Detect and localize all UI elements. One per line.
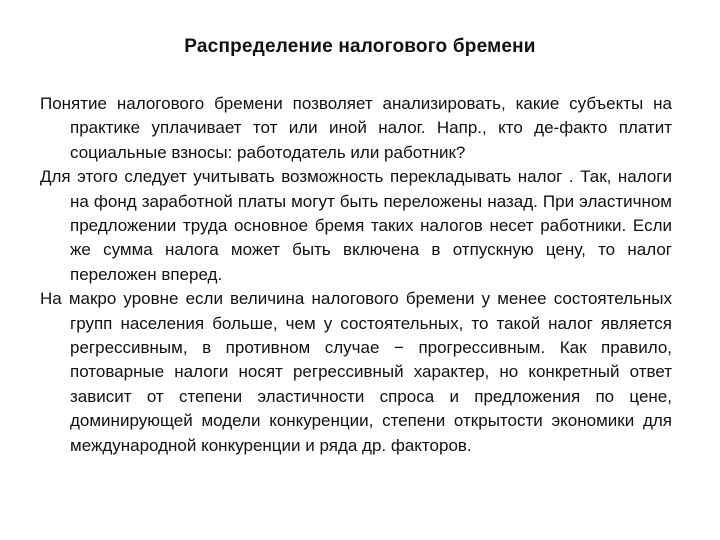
paragraph-tax-burden-concept: Понятие налогового бремени позволяет анализировать, какие субъекты на практике уплачивает тот или иной налог. Напр., кто де-факто платит социальные взносы: работодатель или работник? bbox=[40, 94, 672, 162]
slide-body bbox=[40, 92, 672, 458]
slide-title: Распределение налогового бремени bbox=[184, 36, 536, 57]
paragraph-tax-shifting: Для этого следует учитывать возможность перекладывать налог . Так, налоги на фонд заработной платы могут быть переложены назад. При эластичном предложении труда основное бремя таких налогов несет работники. Если же сумма налога может быть включена в отпускную цену, то налог переложен вперед. bbox=[40, 167, 672, 284]
paragraph-macro-level: На макро уровне если величина налогового бремени у менее состоятельных групп населения больше, чем у состоятельных, то такой налог является регрессивным, в противном случае − прогрессивным. Как правило, потоварные налоги носят регрессивный характер, но конкретный ответ зависит от степени эластичности спроса и предложения по цене, доминирующей модели конкуренции, степени открытости экономики для международной конкуренции и ряда др. факторов. bbox=[40, 289, 672, 455]
